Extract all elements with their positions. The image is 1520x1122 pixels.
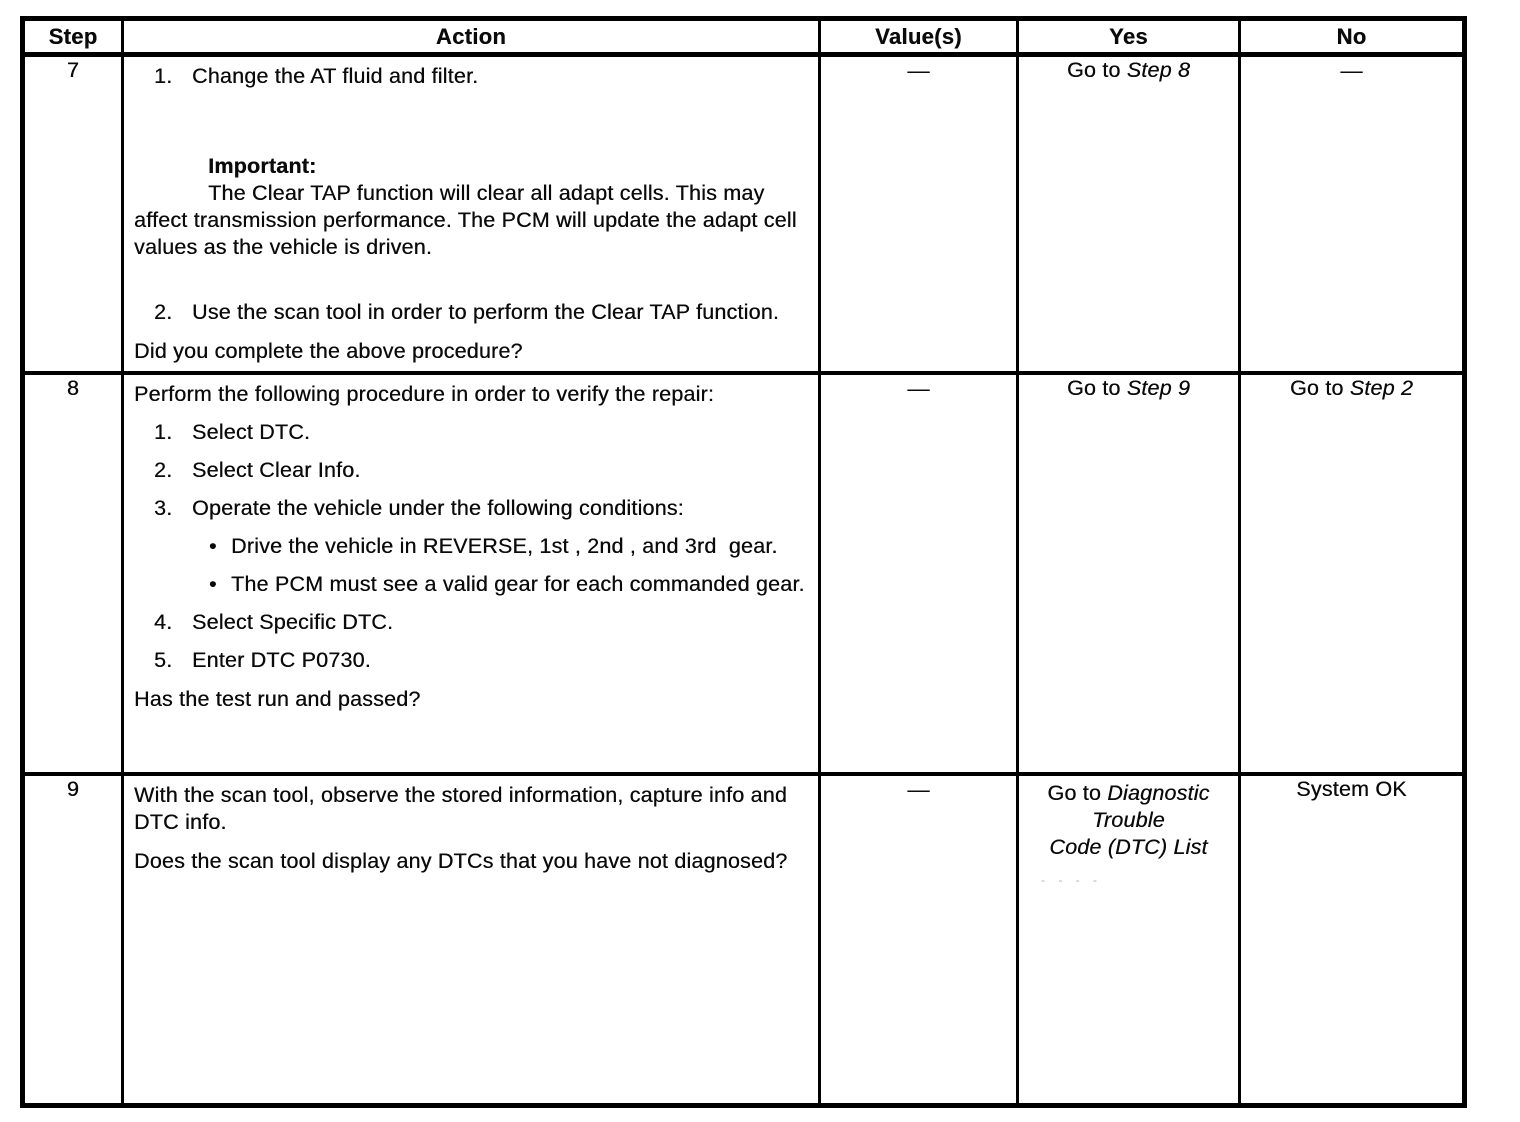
question-text: Has the test run and passed?: [134, 687, 421, 711]
list-item-number: 1.: [154, 64, 173, 88]
column-header-values: Value(s): [820, 19, 1018, 55]
goto-reference: [1019, 375, 1238, 402]
bullet-icon: •: [209, 534, 217, 558]
intro-text: Perform the following procedure in order to verify the repair:: [134, 382, 715, 406]
value-cell: [820, 373, 1018, 774]
list-item: [134, 299, 814, 326]
yes-cell: [1018, 774, 1240, 1105]
result-text: System OK: [1296, 777, 1407, 801]
action-cell: [123, 774, 820, 1105]
goto-target: Step 8: [1126, 58, 1191, 82]
question-text: Does the scan tool display any DTCs that you have not diagnosed?: [134, 849, 788, 873]
column-header-action: Action: [123, 19, 820, 55]
action-cell: [123, 55, 820, 374]
list-item-text: Select Specific DTC.: [192, 610, 394, 634]
list-item: [134, 419, 814, 446]
goto-prefix: Go to: [1066, 58, 1127, 82]
step-number: 9: [23, 774, 123, 1105]
step-number: 8: [23, 373, 123, 774]
goto-prefix: Go to: [1066, 376, 1127, 400]
bullet-item: [134, 533, 814, 560]
goto-target-line: Diagnostic: [1107, 781, 1210, 805]
em-dash: —: [1340, 58, 1363, 83]
list-item-number: 1.: [154, 420, 173, 444]
value-cell: [820, 55, 1018, 374]
goto-target: Step 9: [1126, 376, 1191, 400]
list-item: [134, 609, 814, 636]
list-item: [134, 647, 814, 674]
no-cell: [1240, 55, 1465, 374]
scan-artifact: - - - -: [1041, 873, 1102, 887]
goto-prefix: Go to: [1047, 781, 1108, 805]
goto-target: Step 2: [1349, 376, 1414, 400]
no-cell: [1240, 373, 1465, 774]
column-header-no: No: [1240, 19, 1465, 55]
list-item-text: Enter DTC P0730.: [192, 648, 371, 672]
list-item-number: 2.: [154, 300, 173, 324]
em-dash: —: [907, 58, 930, 83]
table-header-row: [23, 19, 1465, 55]
goto-reference: [1241, 375, 1462, 402]
diagnostic-table: [20, 16, 1467, 1108]
action-cell: [123, 373, 820, 774]
paragraph-text: With the scan tool, observe the stored information, capture info and DTC info.: [134, 783, 794, 834]
bullet-text: The PCM must see a valid gear for each commanded gear.: [231, 572, 805, 596]
table-row-step-9: [23, 774, 1465, 1105]
yes-cell: [1018, 373, 1240, 774]
step-number: 7: [23, 55, 123, 374]
bullet-item: [134, 571, 814, 598]
list-item-text: Use the scan tool in order to perform the Clear TAP function.: [192, 300, 780, 324]
list-item: [134, 457, 814, 484]
list-item-number: 4.: [154, 610, 173, 634]
yes-cell: [1018, 55, 1240, 374]
no-cell: [1240, 774, 1465, 1105]
list-item: [134, 495, 814, 522]
table-row-step-8: [23, 373, 1465, 774]
list-item-number: 5.: [154, 648, 173, 672]
list-item-text: Change the AT fluid and filter.: [192, 64, 479, 88]
list-item-text: Operate the vehicle under the following conditions:: [192, 496, 684, 520]
em-dash: —: [907, 777, 930, 802]
goto-reference: [1019, 780, 1238, 861]
list-item-text: Select DTC.: [192, 420, 311, 444]
list-item-number: 3.: [154, 496, 173, 520]
bullet-icon: •: [209, 572, 217, 596]
column-header-yes: Yes: [1018, 19, 1240, 55]
list-item-text: Select Clear Info.: [192, 458, 361, 482]
important-note: [134, 126, 814, 288]
goto-prefix: Go to: [1289, 376, 1350, 400]
column-header-step: Step: [23, 19, 123, 55]
goto-reference: [1019, 57, 1238, 84]
list-item-number: 2.: [154, 458, 173, 482]
table-row-step-7: [23, 55, 1465, 374]
important-text: The Clear TAP function will clear all adapt cells. This may affect transmission performance. The PCM will update the adapt cell values as the vehicle is driven.: [134, 181, 803, 259]
list-item: [134, 63, 814, 90]
question-text: Did you complete the above procedure?: [134, 339, 523, 363]
bullet-text: Drive the vehicle in REVERSE, 1st , 2nd , and 3rd gear.: [231, 534, 778, 558]
em-dash: —: [907, 376, 930, 401]
important-label: Important:: [208, 154, 317, 178]
goto-target-line: Trouble: [1092, 808, 1165, 832]
value-cell: [820, 774, 1018, 1105]
goto-target-line: Code (DTC) List: [1049, 835, 1208, 859]
